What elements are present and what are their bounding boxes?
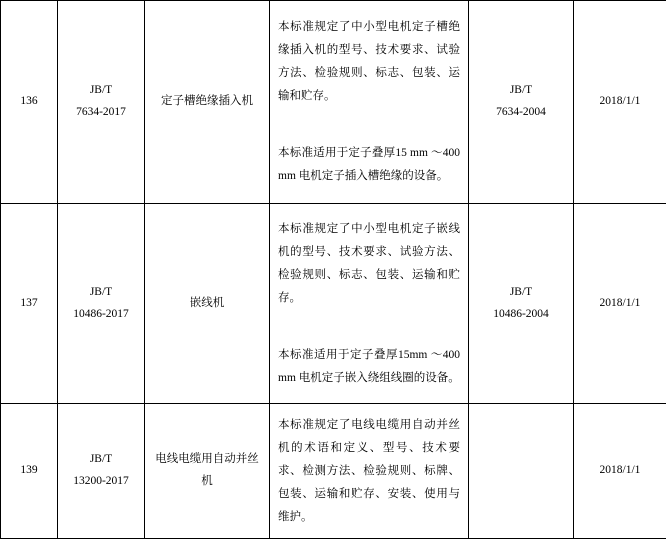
- effective-date: 2018/1/1: [599, 95, 641, 108]
- replaced-standard-line-2: 10486-2004: [493, 307, 549, 320]
- standard-code-cell: [58, 404, 145, 539]
- description-block: [270, 10, 468, 194]
- row-number: 136: [20, 95, 38, 108]
- standard-name: 定子槽绝缘插入机: [161, 95, 253, 108]
- effective-date-cell: [574, 1, 666, 204]
- standard-description-cell: [270, 1, 469, 204]
- standard-code-line-1: JB/T: [89, 84, 113, 97]
- standard-description-cell: [270, 204, 469, 404]
- description-paragraph: 本标准规定了中小型电机定子槽绝缘插入机的型号、技术要求、试验方法、检验规则、标志、包装、运输和贮存。: [278, 21, 460, 102]
- standard-code-cell: [58, 204, 145, 404]
- effective-date: 2018/1/1: [599, 464, 641, 477]
- standard-code-line-2: 13200-2017: [73, 475, 129, 487]
- table-body: [1, 1, 666, 539]
- effective-date-cell: [574, 204, 666, 404]
- standard-name-cell: [145, 204, 270, 404]
- standard-name-cell: [145, 1, 270, 204]
- standard-code-line-1: JB/T: [89, 285, 113, 298]
- description-paragraph: 本标准规定了中小型电机定子嵌线机的型号、技术要求、试验方法、检验规则、标志、包装、运输和贮存。: [278, 222, 460, 304]
- table-row: [1, 1, 666, 204]
- row-number-cell: [1, 1, 58, 204]
- effective-date-cell: [574, 404, 666, 539]
- replaced-standard-line-1: JB/T: [509, 285, 533, 298]
- row-number: 139: [20, 464, 38, 477]
- replaced-standard-cell: [469, 1, 574, 204]
- standard-code-line-2: 7634-2017: [76, 106, 126, 118]
- description-block: [270, 212, 468, 396]
- table-row: [1, 404, 666, 539]
- standard-name: 嵌线机: [189, 296, 225, 309]
- table-row: [1, 204, 666, 404]
- row-number-cell: [1, 404, 58, 539]
- description-block: [270, 408, 468, 535]
- replaced-standard-line-1: JB/T: [509, 84, 533, 97]
- description-paragraph: 本标准适用于定子叠厚15mm ～400 mm 电机定子嵌入绕组线圈的设备。: [278, 348, 460, 384]
- standard-name-cell: [145, 404, 270, 539]
- standard-code-line-1: JB/T: [89, 453, 113, 466]
- standard-description-cell: [270, 404, 469, 539]
- row-number-cell: [1, 204, 58, 404]
- replaced-standard-line-2: 7634-2004: [496, 106, 546, 118]
- row-number: 137: [20, 296, 38, 309]
- replaced-standard-cell: [469, 204, 574, 404]
- replaced-standard-cell: [469, 404, 574, 539]
- effective-date: 2018/1/1: [599, 296, 641, 309]
- description-paragraph: 本标准适用于定子叠厚15 mm ～400 mm 电机定子插入槽绝缘的设备。: [278, 147, 460, 182]
- description-paragraph: 本标准规定了电线电缆用自动并丝机的术语和定义、型号、技术要求、检测方法、检验规则、标牌、包装、运输和贮存、安装、使用与维护。: [278, 418, 460, 523]
- standard-name: 电线电缆用自动并丝机: [155, 453, 259, 487]
- standard-code-line-2: 10486-2017: [73, 307, 129, 320]
- standard-code-cell: [58, 1, 145, 204]
